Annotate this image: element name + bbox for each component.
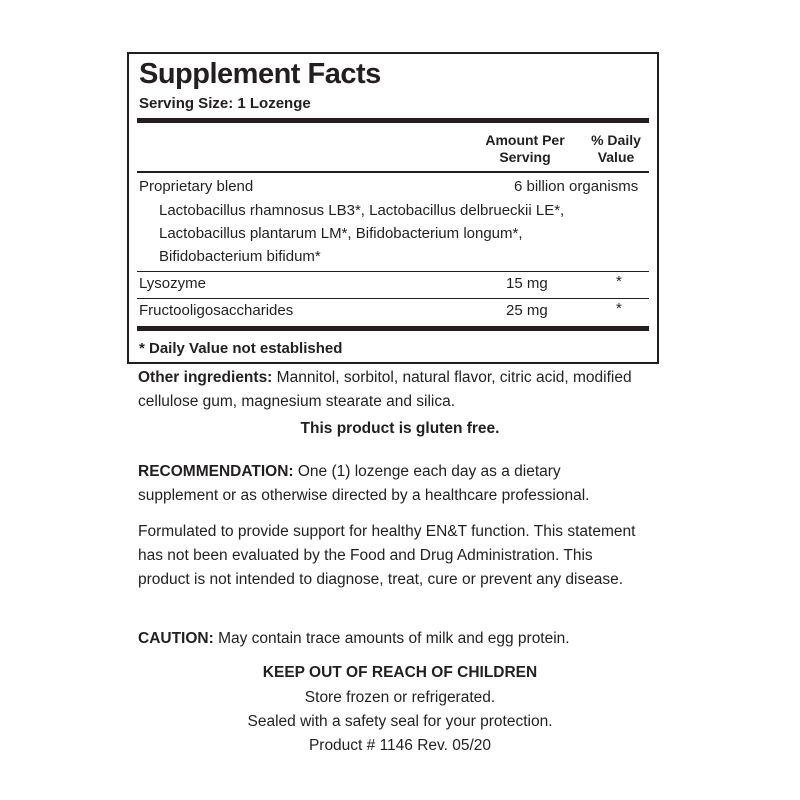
fos-amount: 25 mg [506,302,548,319]
serving-size: Serving Size: 1 Lozenge [139,95,311,112]
header-divider [137,171,649,173]
fos-dv: * [616,300,622,317]
lysozyme-dv: * [616,273,622,290]
lysozyme-amount: 15 mg [506,275,548,292]
daily-value-header: % Daily Value [591,132,641,165]
children-warning: KEEP OUT OF REACH OF CHILDREN [262,664,538,681]
storage-instructions: Store frozen or refrigerated. [304,689,496,706]
fos-name: Fructooligosaccharides [139,302,294,319]
other-ingredients-text: Mannitol, sorbitol, natural flavor, citric acid, modified cellulose gum, magnesium stearate and silica. [138,369,632,410]
gluten-free-statement: This product is gluten free. [300,420,500,437]
caution-text: May contain trace amounts of milk and egg protein. [213,630,570,647]
recommendation-label: RECOMMENDATION: [138,463,294,480]
thick-divider [137,326,649,331]
blend-name: Proprietary blend [139,178,254,195]
other-ingredients-label: Other ingredients: [138,369,273,386]
recommendation [138,460,638,508]
blend-ingredient-line: Bifidobacterium bifidum* [159,248,321,265]
recommendation-text: One (1) lozenge each day as a dietary supplement or as otherwise directed by a healthcare professional. [138,463,590,504]
blend-amount: 6 billion organisms [514,178,639,195]
panel-title: Supplement Facts [139,58,381,90]
row-divider [137,298,649,299]
amount-per-serving-header: Amount Per Serving [485,132,565,165]
other-ingredients [138,366,683,414]
row-divider [137,271,649,272]
thick-divider [137,118,649,123]
blend-ingredient-line: Lactobacillus plantarum LM*, Bifidobacterium longum*, [159,225,523,242]
supplement-facts-panel [127,52,659,364]
product-number: Product # 1146 Rev. 05/20 [308,737,492,754]
safety-seal-note: Sealed with a safety seal for your protection. [247,713,553,730]
daily-value-footnote: * Daily Value not established [139,340,343,357]
caution-label: CAUTION: [138,630,214,647]
fda-statement: Formulated to provide support for healthy EN&T function. This statement has not been evaluated by the Food and Drug Administration. This product is not intended to diagnose, treat, cure or prevent any disease. [138,523,636,588]
blend-ingredient-line: Lactobacillus rhamnosus LB3*, Lactobacillus delbrueckii LE*, [159,202,565,219]
lysozyme-name: Lysozyme [139,275,206,292]
caution [138,627,698,651]
